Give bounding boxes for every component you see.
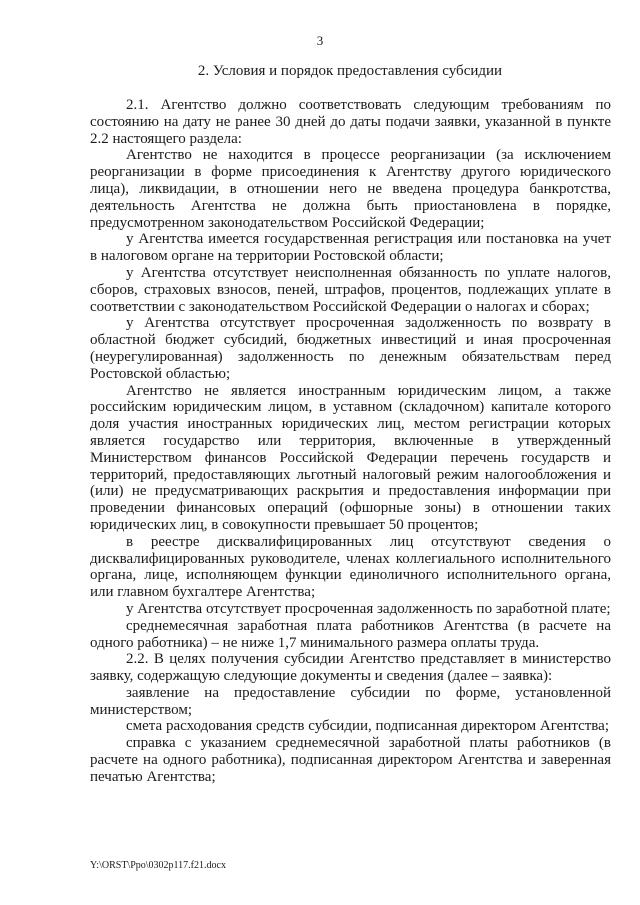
paragraph-no-tax-debt: у Агентства отсутствует неисполненная обязанность по уплате налогов, сборов, страховых взносов, пеней, штрафов, процентов, подлежащих уплате в соответствии с законодательством Российской Федерации о налогах и сборах; <box>90 264 611 315</box>
paragraph-expense-estimate: смета расходования средств субсидии, подписанная директором Агентства; <box>126 718 610 735</box>
paragraph-no-reorganization: Агентство не находится в процессе реорганизации (за исключением реорганизации в форме присоединения к Агентству другого юридического лица), ликвидации, в отношении него не введена процедура банкротства, деятельность Агентства не должна быть приостановлена в порядке, предусмотренном законодательством Российской Федерации; <box>90 147 611 231</box>
paragraph-no-budget-debt: у Агентства отсутствует просроченная задолженность по возврату в областной бюджет субсидий, бюджетных инвестиций и иная просроченная (неурегулированная) задолженность по денежным обязательствам перед Ростовской областью; <box>90 315 611 382</box>
paragraph-not-foreign-entity: Агентство не является иностранным юридическим лицом, а также российским юридическим лицом, в уставном (складочном) капитале которого доля участия иностранных юридических лиц, местом регистрации которых является государство или территория, включенные в утвержденный Министерством финансов Российской Федерации перечень государств и территорий, предоставляющих льготный налоговый режим налогообложения и (или) не предусматривающих раскрытия и предоставления информации при проведении финансовых операций (офшорные зоны) в отношении таких юридических лиц, в совокупности превышает 50 процентов; <box>90 382 611 533</box>
paragraph-2-2-application: 2.2. В целях получения субсидии Агентство представляет в министерство заявку, содержащую следующие документы и сведения (далее – заявка): <box>90 651 611 685</box>
paragraph-no-disqualified-persons: в реестре дисквалифицированных лиц отсутствуют сведения о дисквалифицированных руководителе, членах коллегиального исполнительного органа, лице, исполняющем функции единоличного исполнительного органа, или главном бухгалтере Агентства; <box>90 533 611 601</box>
page-number: 3 <box>316 33 324 48</box>
paragraph-state-registration: у Агентства имеется государственная регистрация или постановка на учет в налоговом органе на территории Ростовской области; <box>90 231 611 265</box>
section-title: 2. Условия и порядок предоставления субсидии <box>197 63 503 79</box>
paragraph-average-salary: среднемесячная заработная плата работников Агентства (в расчете на одного работника) – не ниже 1,7 минимального размера оплаты труда. <box>90 617 611 651</box>
paragraph-2-1-requirements: 2.1. Агентство должно соответствовать следующим требованиям по состоянию на дату не ранее 30 дней до даты подачи заявки, указанной в пункте 2.2 настоящего раздела: <box>90 97 611 147</box>
paragraph-no-salary-arrears: у Агентства отсутствует просроченная задолженность по заработной плате; <box>126 600 611 617</box>
paragraph-application-form: заявление на предоставление субсидии по форме, установленной министерством; <box>90 684 611 718</box>
footer-file-path: Y:\ORST\Ppo\0302p117.f21.docx <box>90 860 226 871</box>
document-body <box>90 97 611 786</box>
paragraph-salary-certificate: справка с указанием среднемесячной заработной платы работников (в расчете на одного работника), подписанная директором Агентства и заверенная печатью Агентства; <box>90 735 611 785</box>
